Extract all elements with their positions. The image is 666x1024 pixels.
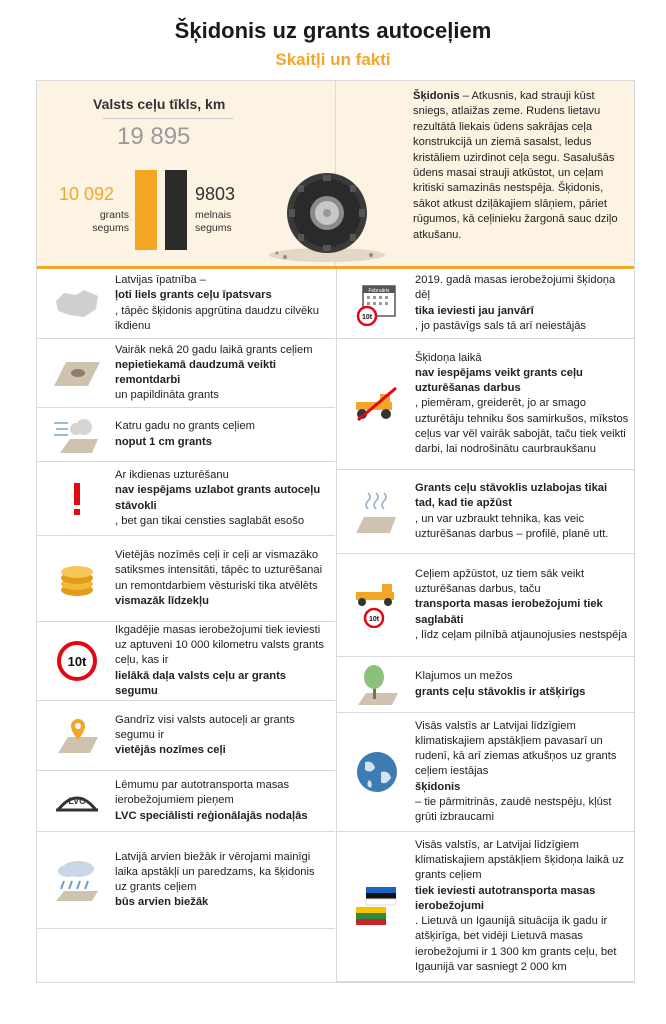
road-network-total: 19 895 xyxy=(117,123,191,150)
road-network-title: Valsts ceļu tīkls, km xyxy=(93,96,226,112)
fact-row xyxy=(337,554,635,657)
fact-row xyxy=(37,536,335,622)
fact-row xyxy=(337,269,635,339)
fact-row xyxy=(337,339,635,470)
infographic-frame xyxy=(36,80,635,983)
asphalt-label: melnais segums xyxy=(195,209,232,234)
fact-text: Latvijas īpatnība – ļoti liels grants ceļu īpatsvars , tāpēc šķidonis apgrūtina daudzu cilvēku ikdienu xyxy=(115,274,319,332)
fact-text: Lēmumu par autotransporta masas ierobežojumiem pieņem LVC speciālisti reģionālajās nodaļās xyxy=(115,779,308,822)
right-facts-column xyxy=(336,269,635,982)
crossed-grader-icon xyxy=(345,339,409,469)
fact-text: Ceļiem apžūstot, uz tiem sāk veikt uzturēšanas darbus, taču transporta masas ierobežojumi tiek saglabāti , līdz ceļam pilnībā atjaunojusies nestspēja xyxy=(415,567,628,641)
estonia-lithuania-flags-icon xyxy=(345,832,409,981)
fact-text: Latvijā arvien biežāk ir vērojami mainīgi laika apstākļi un paredzams, ka šķidonis uz grants ceļiem būs arvien biežāk xyxy=(115,850,315,909)
coins-icon xyxy=(45,536,109,621)
location-pin-icon xyxy=(45,701,109,770)
svg-text:10t: 10t xyxy=(368,616,380,623)
fact-text: Katru gadu no grants ceļiem noput 1 cm grants xyxy=(115,420,255,448)
grader-10t-icon xyxy=(345,554,409,656)
gravel-value: 10 092 xyxy=(59,184,115,204)
fact-row xyxy=(37,701,335,771)
exclamation-icon xyxy=(45,462,109,535)
fact-text: Visās valstīs, ar Latvijai līdzīgiem klimatiskajiem apstākļiem šķidoņa laikā uz grants ceļiem tiek ieviesti autotransporta masas ierobežojumi . Lietuvā un Igaunijā situācija ik gadu ir atšķirīga, bet vidēji Lietuvā masas ierobežojumi ir 1 300 km grants ceļu, bet Igaunijā var sasniegt 2 000 km xyxy=(415,839,624,973)
calendar-february-icon xyxy=(345,269,409,338)
fact-text: 2019. gadā masas ierobežojumi šķidoņa dēļ tika ieviesti jau janvārī , jo pastāvīgs sals tā arī neiestājās xyxy=(415,274,616,332)
fact-row xyxy=(337,713,635,832)
fact-text: Grants ceļu stāvoklis uzlabojas tikai tad, kad tie apžūst , un var uzbraukt tehnika, kas veic uzturēšanas darbus – profilē, planē utt. xyxy=(415,482,609,540)
fact-text: Gandrīz visi valsts autoceļi ar grants segumu ir vietējās nozīmes ceļi xyxy=(115,713,295,757)
fact-row xyxy=(37,832,335,929)
fact-row xyxy=(337,470,635,554)
fact-row xyxy=(37,462,335,536)
latvia-map-icon xyxy=(45,269,109,338)
fact-text: Šķidoņa laikā nav iespējams veikt grants ceļu uzturēšanas darbus , piemēram, greiderēt, jo ar smago uzturētāju tehniku šos samirkušos, mīkstos ceļus var vēl vairāk sabojāt, taču tiek veikti darbi, lai nodrošinātu caurbraukšanu xyxy=(415,351,629,455)
lvc-logo-icon xyxy=(45,771,109,831)
fact-row xyxy=(37,339,335,408)
fact-text: Vietējās nozīmēs ceļi ir ceļi ar vismazāko satiksmes intensitāti, tāpēc to uzturēšanai un remontdarbiem vēsturiski tika atvēlēts vismazāk līdzekļu xyxy=(115,549,323,607)
fact-text: Visās valstīs ar Latvijai līdzīgiem klimatiskajiem apstākļiem pavasarī un rudenī, kā arī ziemas atkušņos uz grants ceļiem iestājas šķidonis – tie pārmitrinās, zaudē nestspēju, kļūst grūti izbraucami xyxy=(415,719,617,823)
tyre-icon xyxy=(265,169,385,264)
dust-wind-icon xyxy=(45,408,109,461)
page-subtitle: Skaitļi un fakti xyxy=(275,50,391,69)
skidonis-definition: Šķidonis – Atkusnis, kad strauji kūst sniegs, atlaižas zeme. Rudens lietavu rezultātā liekais ūdens sakrājas ceļa konstrukcijā un ziemā sasalst, ledus kristāliem uzirdinot ceļa segu. Sasalušās ūdens masai strauji atkūstot, un ceļam kritiski samazinās nestspēja. Šķidonis, sākot atkust dziļākajiem slāņiem, pāriet rūgumos, kā ceļinieku žargonā sauc dziļo atkušanu. xyxy=(413,90,618,241)
fact-row xyxy=(37,269,335,339)
page-title: Šķidonis uz grants autoceļiem xyxy=(174,18,492,43)
fact-row xyxy=(37,622,335,701)
gravel-label: grants segums xyxy=(92,209,129,234)
drying-road-icon xyxy=(345,470,409,553)
asphalt-value: 9803 xyxy=(195,184,236,204)
svg-text:10t: 10t xyxy=(361,313,373,321)
weight-limit-10t-icon xyxy=(45,622,109,700)
gravel-bar xyxy=(135,170,157,250)
svg-text:LVC: LVC xyxy=(68,796,86,806)
fact-text: Vairāk nekā 20 gadu laikā grants ceļiem nepietiekamā daudzumā veikti remontdarbi un papildināta grants xyxy=(115,343,313,402)
fact-row xyxy=(337,832,635,982)
road-pothole-icon xyxy=(45,339,109,407)
fact-text: Ar ikdienas uzturēšanu nav iespējams uzlabot grants autoceļu stāvokli , bet gan tikai censties saglabāt esošo xyxy=(115,469,321,527)
asphalt-bar xyxy=(165,170,187,250)
hero-section xyxy=(37,81,634,269)
fact-text: Klajumos un mežos grants ceļu stāvoklis ir atšķirīgs xyxy=(415,670,586,698)
fact-row xyxy=(37,408,335,462)
svg-text:Februāris: Februāris xyxy=(368,287,390,294)
rain-cloud-icon xyxy=(45,832,109,928)
fact-row xyxy=(37,771,335,832)
tree-icon xyxy=(345,657,409,712)
svg-text:10t: 10t xyxy=(67,654,87,669)
fact-row xyxy=(337,657,635,713)
fact-text: Ikgadējie masas ierobežojumi tiek ieviesti uz aptuveni 10 000 kilometru valsts grants ceļu, kas ir lielākā daļa valsts ceļu ar grants segumu xyxy=(115,623,324,697)
globe-icon xyxy=(345,713,409,831)
